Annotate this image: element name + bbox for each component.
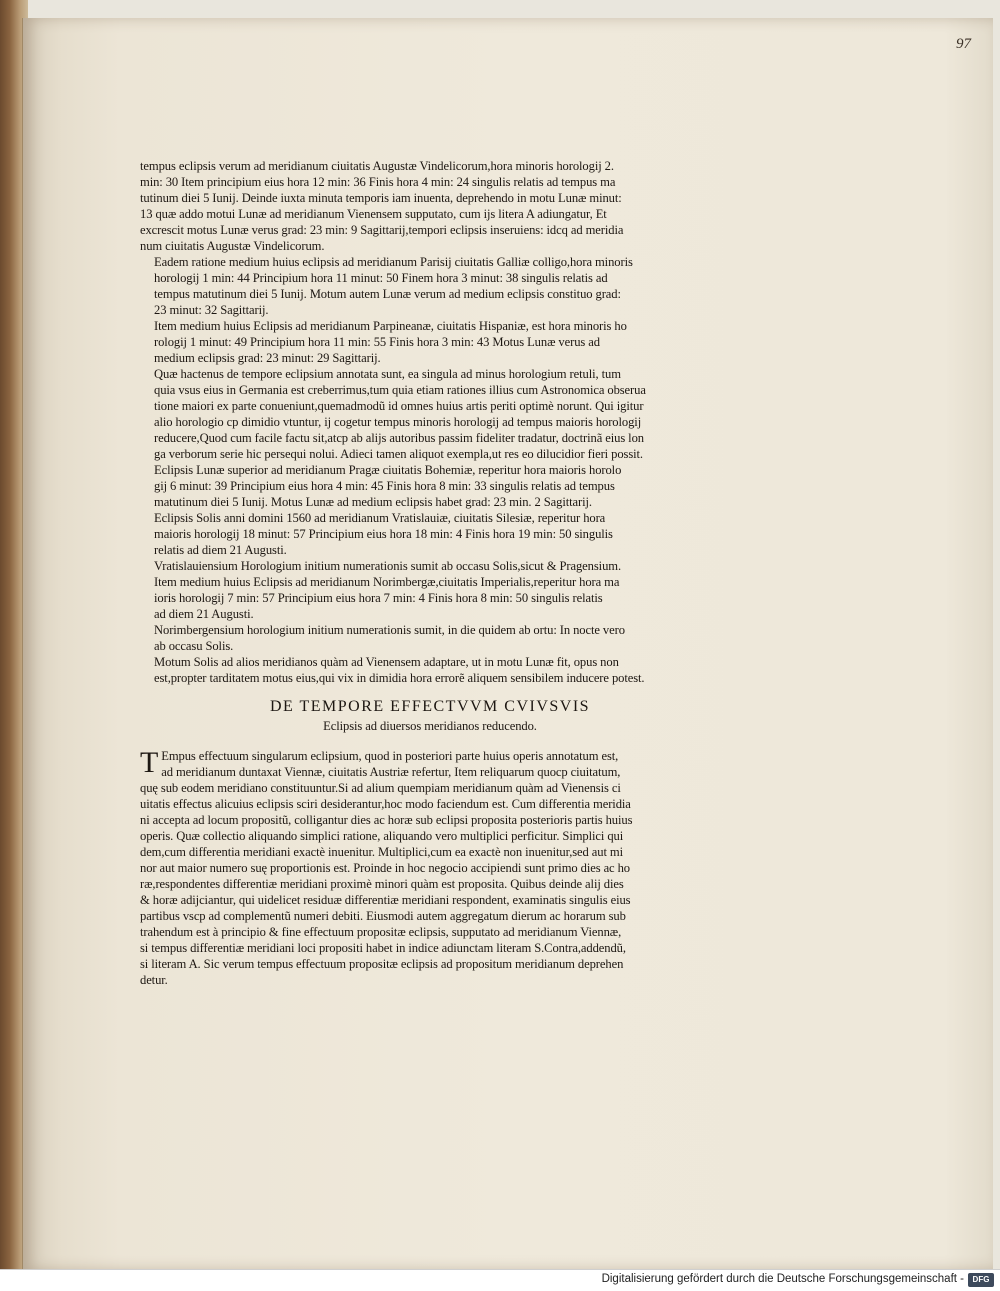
paragraph-10 — [140, 654, 720, 686]
text-line: Item medium huius Eclipsis ad meridianum Norimbergæ,ciuitatis Imperialis,reperitur hora ma — [154, 575, 620, 589]
text-line: dem,cum differentia meridiani exactè inuenitur. Multiplici,cum ea exactè non inuenitur,sed aut mi — [140, 845, 624, 859]
text-line: trahendum est à principio & fine effectuum propositæ eclipsis, supputato ad meridianum Viennæ, — [140, 925, 622, 939]
text-line: 13 quæ addo motui Lunæ ad meridianum Vienensem supputato, cum ijs litera A adiungatur, Et — [140, 207, 607, 221]
text-line: ad diem 21 Augusti. — [154, 607, 254, 621]
text-line: quia vsus eius in Germania est creberrimus,tum quia etiam rationes illius cum Astronomica obserua — [154, 383, 646, 397]
text-line: Eclipsis Lunæ superior ad meridianum Pragæ ciuitatis Bohemiæ, reperitur hora maioris horolo — [154, 463, 622, 477]
text-line: min: 30 Item principium eius hora 12 min: 36 Finis hora 4 min: 24 singulis relatis ad tempus ma — [140, 175, 616, 189]
text-line: Quæ hactenus de tempore eclipsium annotata sunt, ea singula ad minus horologium retuli, tum — [154, 367, 621, 381]
text-line: si tempus differentiæ meridiani loci propositi habet in indice adiunctam literam S.Contra,addendũ, — [140, 941, 626, 955]
funding-credit: Digitalisierung gefördert durch die Deutsche Forschungsgemeinschaft - — [601, 1273, 964, 1285]
text-line: relatis ad diem 21 Augusti. — [154, 543, 287, 557]
paragraph-2 — [140, 254, 720, 318]
text-line: ab occasu Solis. — [154, 639, 234, 653]
text-line: medium eclipsis grad: 23 minut: 29 Sagittarij. — [154, 351, 381, 365]
text-line: horologij 1 min: 44 Principium hora 11 minut: 50 Finem hora 3 minut: 38 singulis relatis ad — [154, 271, 608, 285]
paragraph-1 — [140, 158, 720, 254]
text-line: tione maiori ex parte conueniunt,quemadmodũ id omnes huius artis periti optimè norunt. Qui igitur — [154, 399, 644, 413]
paragraph-9 — [140, 622, 720, 654]
text-line: tempus matutinum diei 5 Iunij. Motum autem Lunæ verum ad medium eclipsis constituo grad: — [154, 287, 621, 301]
folio-number: 97 — [956, 36, 971, 52]
text-line: reducere,Quod cum facile factu sit,atcp ab alijs autoribus passim fideliter tradatur, doctrinã eius lon — [154, 431, 644, 445]
text-line: operis. Quæ collectio aliquando simplici ratione, aliquando vero multiplici perficitur. Simplici qui — [140, 829, 624, 843]
paragraph-8 — [140, 574, 720, 622]
paragraph-5 — [140, 462, 720, 510]
paragraph-3 — [140, 318, 720, 366]
text-line: gij 6 minut: 39 Principium eius hora 4 min: 45 Finis hora 8 min: 33 singulis relatis ad tempus — [154, 479, 615, 493]
paragraph-6 — [140, 510, 720, 558]
text-line: detur. — [140, 973, 168, 987]
text-line: uitatis effectus alicuius eclipsis sciri desiderantur,hoc modo faciendum est. Cum differentia meridia — [140, 797, 631, 811]
text-line: Vratislauiensium Horologium initium numerationis sumit ab occasu Solis,sicut & Pragensium. — [154, 559, 622, 573]
paragraph-body — [140, 748, 720, 988]
text-line: 23 minut: 32 Sagittarij. — [154, 303, 269, 317]
text-line: Empus effectuum singularum eclipsium, quod in posteriori parte huius operis annotatum est, — [161, 749, 619, 763]
section-heading: DE TEMPORE EFFECTVVM CVIVSVIS — [269, 698, 591, 715]
text-line: ad meridianum duntaxat Viennæ, ciuitatis Austriæ refertur, Item reliquarum quocp ciuitatum, — [161, 765, 621, 779]
text-line: ioris horologij 7 min: 57 Principium eius hora 7 min: 4 Finis hora 8 min: 50 singulis relatis — [154, 591, 603, 605]
text-line: si literam A. Sic verum tempus effectuum propositæ eclipsis ad propositum meridianum deprehen — [140, 957, 624, 971]
paragraph-4 — [140, 366, 720, 462]
paragraph-7 — [140, 558, 720, 574]
text-line: Eadem ratione medium huius eclipsis ad meridianum Parisij ciuitatis Galliæ colligo,hora minoris — [154, 255, 633, 269]
text-line: Item medium huius Eclipsis ad meridianum Parpineanæ, ciuitatis Hispaniæ, est hora minoris ho — [154, 319, 627, 333]
text-line: Eclipsis Solis anni domini 1560 ad meridianum Vratislauiæ, ciuitatis Silesiæ, reperitur hora — [154, 511, 606, 525]
text-line: excrescit motus Lunæ verus grad: 23 min: 9 Sagittarij,tempori eclipsis inseruiens: idcq ad meridia — [140, 223, 624, 237]
text-line: ni accepta ad locum propositũ, colligantur dies ac horæ sub eclipsi proposita posterioris partis huius — [140, 813, 633, 827]
text-line: tempus eclipsis verum ad meridianum ciuitatis Augustæ Vindelicorum,hora minoris horologij 2. — [140, 159, 614, 173]
dfg-logo[interactable]: DFG — [968, 1273, 994, 1287]
page-text — [140, 158, 720, 988]
text-line: Motum Solis ad alios meridianos quàm ad Vienensem adaptare, ut in motu Lunæ fit, opus non — [154, 655, 619, 669]
text-line: & horæ adijciantur, qui uidelicet residuæ differentiæ meridiani respondent, examinatis singulis eius — [140, 893, 631, 907]
text-line: num ciuitatis Augustæ Vindelicorum. — [140, 239, 325, 253]
text-line: tutinum diei 5 Iunij. Deinde iuxta minuta temporis iam inuenta, deprehendo in motu Lunæ minut: — [140, 191, 622, 205]
text-line: est,propter tarditatem motus eius,qui vix in dimidia hora errorẽ aliquem sensibilem inducere potest. — [154, 671, 645, 685]
text-line: quę sub eodem meridiano constituuntur.Si ad alium quempiam meridianum quàm ad Vienensis ci — [140, 781, 621, 795]
text-line: Norimbergensium horologium initium numerationis sumit, in die quidem ab ortu: In nocte vero — [154, 623, 625, 637]
text-line: maioris horologij 18 minut: 57 Principium eius hora 18 min: 4 Finis hora 19 min: 50 singulis — [154, 527, 613, 541]
footer-bar — [0, 1269, 1000, 1291]
text-line: ræ,respondentes differentiæ meridiani proximè minori quàm est proposita. Quibus deinde alij dies — [140, 877, 624, 891]
section-subheading: Eclipsis ad diuersos meridianos reducendo. — [323, 719, 537, 733]
text-line: rologij 1 minut: 49 Principium hora 11 min: 55 Finis hora 3 min: 43 Motus Lunæ verus ad — [154, 335, 600, 349]
drop-cap: T — [140, 746, 159, 779]
text-line: nor aut maior numero suę proportionis est. Proinde in hoc negocio accipiendi sunt primo dies ac ho — [140, 861, 630, 875]
text-line: ga verborum serie hic persequi nolui. Adieci tamen aliquot exempla,ut res eo dilucidior fieri possit. — [154, 447, 643, 461]
text-line: partibus vscp ad complementũ numeri debiti. Eiusmodi autem aggregatum dierum ac horarum sub — [140, 909, 626, 923]
text-line: matutinum diei 5 Iunij. Motus Lunæ ad medium eclipsis habet grad: 23 min. 2 Sagittarij. — [154, 495, 592, 509]
text-line: alio horologio cp dimidio vtuntur, ij cogetur tempus minoris horologij ad tempus maioris horologij — [154, 415, 642, 429]
